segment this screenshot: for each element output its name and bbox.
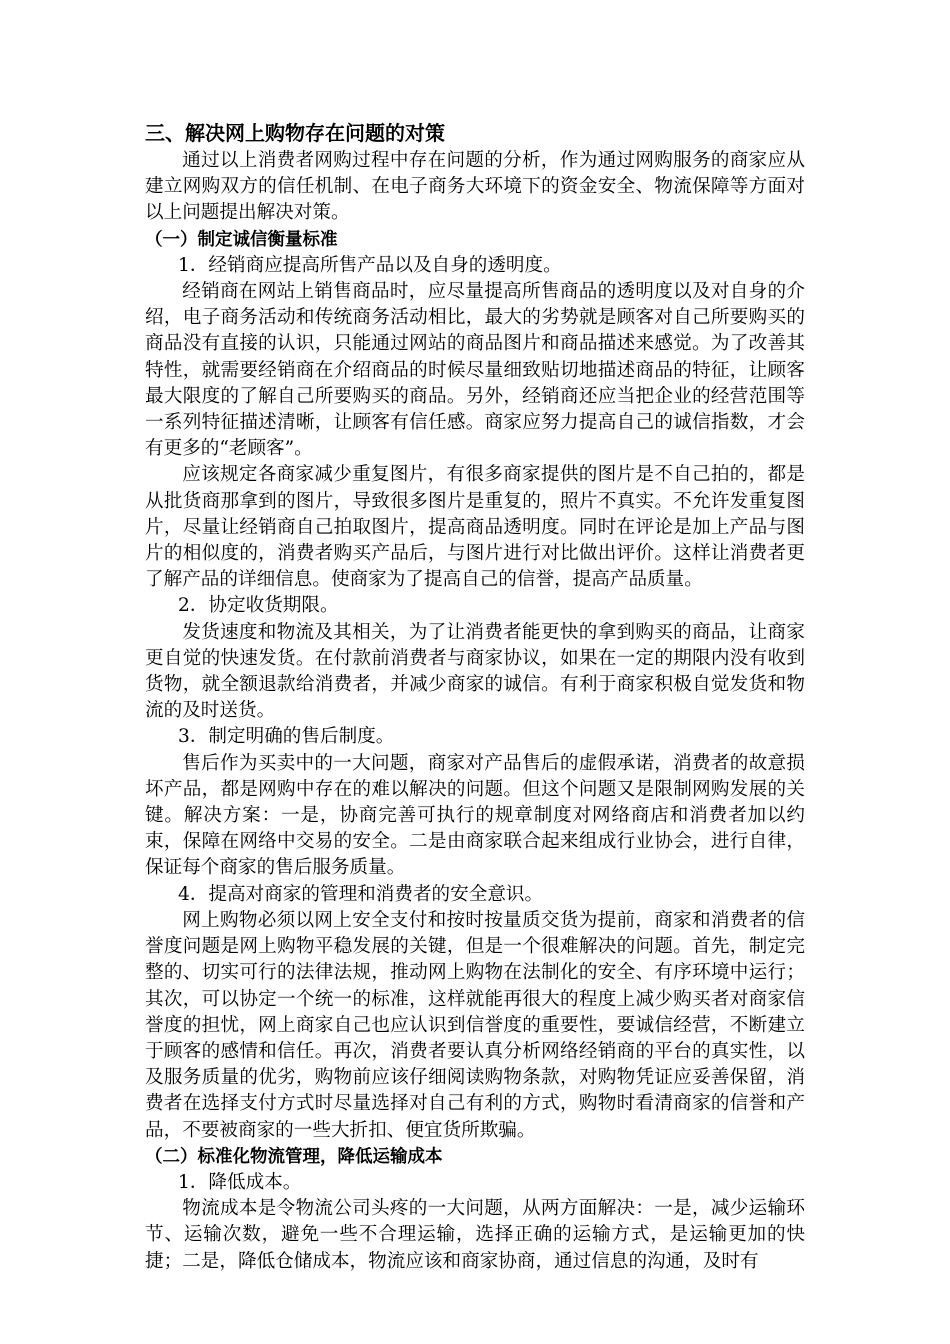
body-paragraph: 发货速度和物流及其相关，为了让消费者能更快的拿到购买的商品，让商家更自觉的快速发货。在付款前消费者与商家协议，如果在一定的期限内没有收到货物，就全额退款给消费者，并减少商家的诚信。有利于商家积极自觉发货和物流的及时送货。 — [145, 621, 805, 722]
item-label: 4．提高对商家的管理和消费者的安全意识。 — [178, 883, 544, 905]
body-paragraph: 应该规定各商家减少重复图片，有很多商家提供的图片是不自己拍的，都是从批货商那拿到的图片，导致很多图片是重复的，照片不真实。不允许发重复图片，尽量让经销商自己拍取图片，提高商品透明度。同时在评论是加上产品与图片的相似度的，消费者购买产品后，与图片进行对比做出评价。这样让消费者更了解产品的详细信息。使商家为了提高自己的信誉，提高产品质量。 — [145, 464, 805, 591]
subsection-title-2: （二）标准化物流管理，降低运输成本 — [145, 1146, 443, 1167]
subsection-title-1: （一）制定诚信衡量标准 — [145, 229, 338, 250]
body-paragraph: 售后作为买卖中的一大问题，商家对产品售后的虚假承诺，消费者的故意损坏产品，都是网购中存在的难以解决的问题。但这个问题又是限制网购发展的关键。解决方案：一是，协商完善可执行的规章制度对网络商店和消费者加以约束，保障在网络中交易的安全。二是由商家联合起来组成行业协会，进行自律，保证每个商家的售后服务质量。 — [145, 752, 805, 879]
body-paragraph: 经销商在网站上销售商品时，应尽量提高所售商品的透明度以及对自身的介绍，电子商务活动和传统商务活动相比，最大的劣势就是顾客对自己所要购买的商品没有直接的认识，只能通过网站的商品图片和商品描述来感觉。为了改善其特性，就需要经销商在介绍商品的时候尽量细致贴切地描述商品的特征，让顾客最大限度的了解自己所要购买的商品。另外，经销商还应当把企业的经营范围等一系列特征描述清晰，让顾客有信任感。商家应努力提高自己的诚信指数，才会有更多的“老顾客”。 — [145, 281, 805, 460]
intro-paragraph: 通过以上消费者网购过程中存在问题的分析，作为通过网购服务的商家应从建立网购双方的信任机制、在电子商务大环境下的资金安全、物流保障等方面对以上问题提出解决对策。 — [145, 150, 805, 224]
item-label: 1．经销商应提高所售产品以及自身的透明度。 — [178, 254, 562, 276]
item-label: 1．降低成本。 — [178, 1171, 302, 1193]
item-label: 2．协定收货期限。 — [178, 595, 339, 617]
item-label: 3．制定明确的售后制度。 — [178, 726, 395, 748]
section-title: 三、解决网上购物存在问题的对策 — [145, 121, 445, 145]
body-paragraph: 网上购物必须以网上安全支付和按时按量质交货为提前，商家和消费者的信誉度问题是网上购物平稳发展的关键，但是一个很难解决的问题。首先，制定完整的、切实可行的法律法规，推动网上购物在法制化的安全、有序环境中运行；其次，可以协定一个统一的标准，这样就能再很大的程度上减少购买者对商家信誉度的担忧，网上商家自己也应认识到信誉度的重要性，要诚信经营，不断建立于顾客的感情和信任。再次，消费者要认真分析网络经销商的平台的真实性，以及服务质量的优劣，购物前应该仔细阅读购物条款，对购物凭证应妥善保留，消费者在选择支付方式时尽量选择对自己有利的方式，购物时看清商家的信誉和产品，不要被商家的一些大折扣、便宜货所欺骗。 — [145, 909, 805, 1141]
body-paragraph: 物流成本是令物流公司头疼的一大问题，从两方面解决：一是，减少运输环节、运输次数，避免一些不合理运输，选择正确的运输方式，是运输更加的快捷；二是，降低仓储成本，物流应该和商家协商，通过信息的沟通，及时有 — [145, 1198, 805, 1272]
document-page — [145, 118, 805, 1275]
